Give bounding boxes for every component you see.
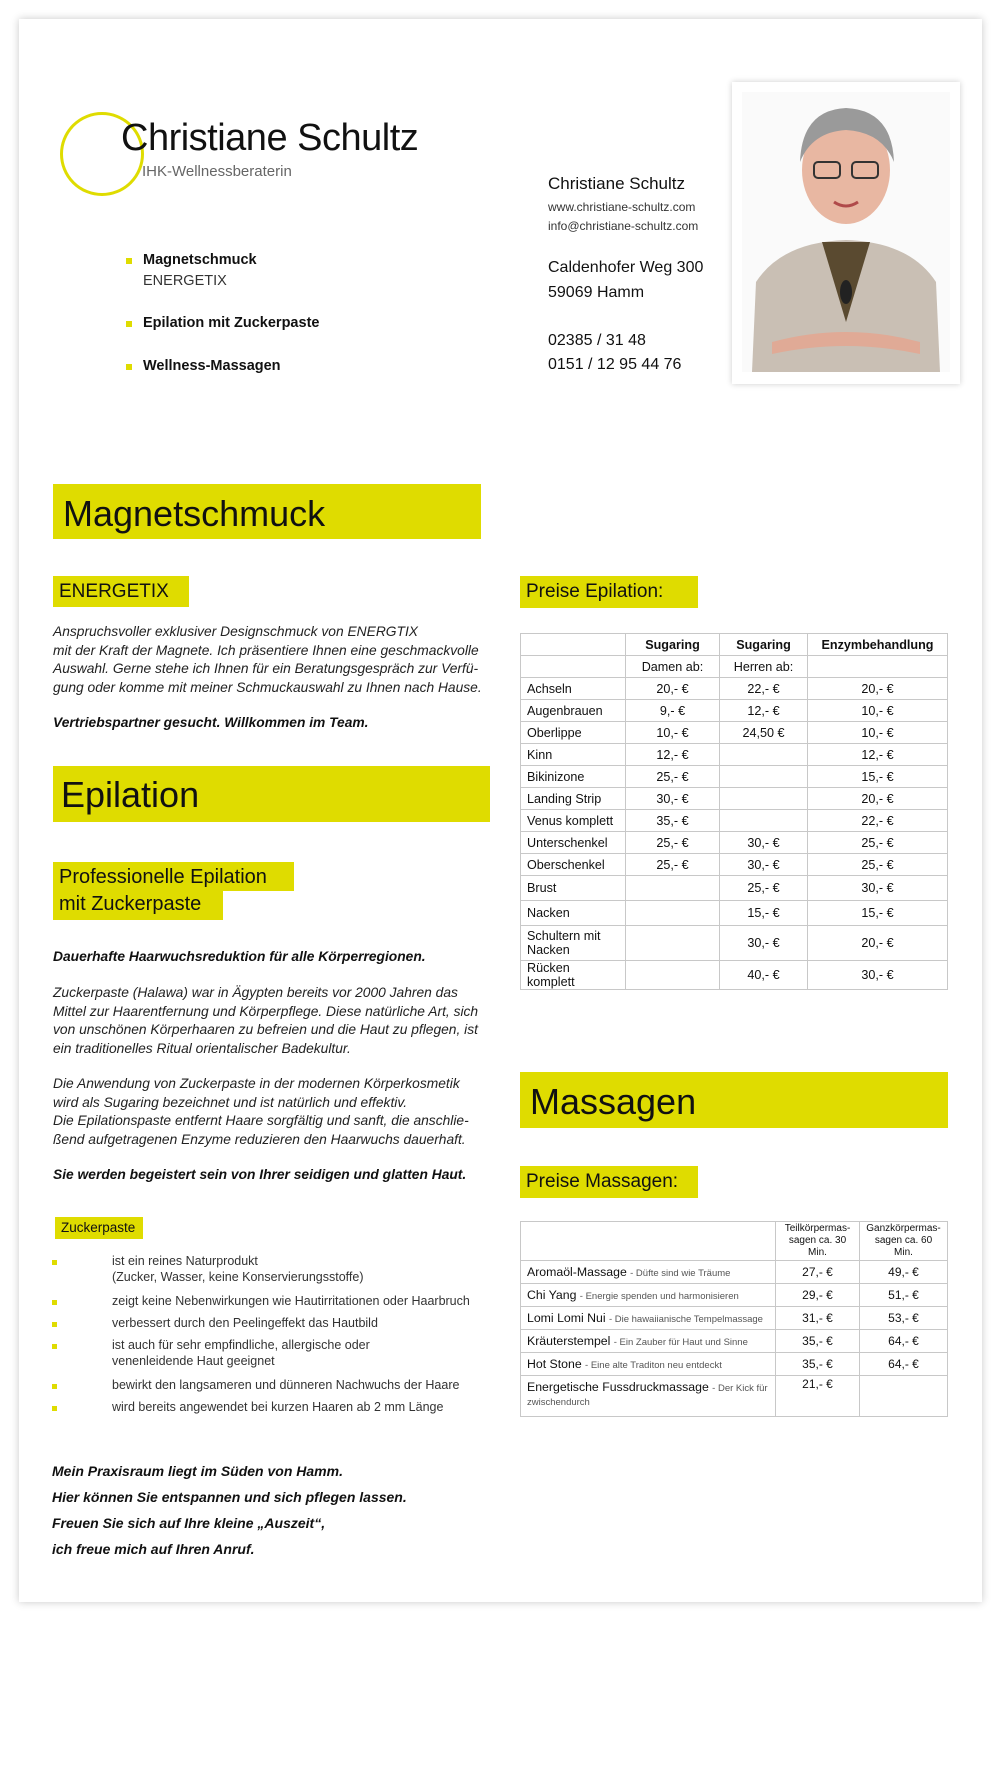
price-cell: 27,- € [776, 1261, 860, 1284]
massage-name: Hot Stone [527, 1357, 582, 1371]
table-cell [521, 1222, 776, 1261]
table-cell: Herren ab: [720, 656, 808, 678]
contact-website[interactable]: www.christiane-schultz.com [548, 200, 696, 214]
text-line: Die Epilationspaste entfernt Haare sorgfältig und sanft, die anschlie- [53, 1113, 469, 1128]
price-cell: 53,- € [860, 1307, 948, 1330]
table-cell [521, 1353, 776, 1376]
text-line: Zuckerpaste (Halawa) war in Ägypten bereits vor 2000 Jahren das [53, 985, 458, 1000]
table-cell [521, 1330, 776, 1353]
table-cell: 12,- € [720, 700, 808, 722]
bullet-text: verbessert durch den Peelingeffekt das Hautbild [112, 1316, 378, 1330]
table-cell: Venus komplett [521, 810, 626, 832]
table-row [521, 744, 948, 766]
service-title: Wellness-Massagen [143, 358, 281, 374]
table-cell: Oberlippe [521, 722, 626, 744]
table-cell: Augenbrauen [521, 700, 626, 722]
bullet-square-icon [126, 258, 132, 264]
table-cell: 9,- € [626, 700, 720, 722]
bullet-square-icon [126, 321, 132, 327]
table-cell [626, 961, 720, 990]
table-row [521, 722, 948, 744]
logo-name: Christiane Schultz [121, 117, 419, 159]
table-cell: 20,- € [808, 788, 948, 810]
table-cell [720, 810, 808, 832]
epilation-prices-label: Preise Epilation: [526, 581, 664, 602]
table-cell [521, 656, 626, 678]
table-cell: Bikinizone [521, 766, 626, 788]
header-line: Ganzkörpermas- [866, 1223, 941, 1234]
table-cell: 20,- € [626, 678, 720, 700]
table-cell [626, 876, 720, 901]
table-row [521, 1284, 948, 1307]
table-cell: 12,- € [808, 744, 948, 766]
table-cell [720, 744, 808, 766]
table-header-cell [776, 1222, 860, 1261]
contact-street: Caldenhofer Weg 300 [548, 259, 704, 276]
table-cell: Schultern mit Nacken [521, 926, 626, 961]
table-cell: 22,- € [720, 678, 808, 700]
table-cell: 40,- € [720, 961, 808, 990]
table-cell [626, 901, 720, 926]
logo-subtitle: IHK-Wellnessberaterin [142, 163, 292, 180]
table-cell [521, 1376, 776, 1417]
table-row [521, 678, 948, 700]
table-cell: Landing Strip [521, 788, 626, 810]
table-row [521, 656, 948, 678]
massage-name: Aromaöl-Massage [527, 1265, 627, 1279]
table-cell: 12,- € [626, 744, 720, 766]
magnet-description [53, 623, 493, 697]
bullet-text: venenleidende Haut geeignet [112, 1354, 275, 1368]
table-row [521, 700, 948, 722]
contact-name: Christiane Schultz [548, 174, 686, 193]
table-cell: 30,- € [808, 961, 948, 990]
text-line: Mittel zur Haarentfernung und Körperpflege. Diese natürliche Art, sich [53, 1003, 479, 1019]
price-cell: 64,- € [860, 1330, 948, 1353]
service-title: Magnetschmuck [143, 252, 257, 268]
table-cell: Nacken [521, 901, 626, 926]
table-row [521, 1353, 948, 1376]
table-cell: Damen ab: [626, 656, 720, 678]
massage-description: - Die hawaiianische Tempelmassage [608, 1314, 763, 1325]
contact-city: 59069 Hamm [548, 284, 645, 301]
massage-heading: Massagen [530, 1081, 697, 1122]
table-row [521, 766, 948, 788]
table-cell: Enzymbehandlung [808, 634, 948, 656]
bullet-square-icon [52, 1322, 57, 1327]
epilation-heading-bar [53, 766, 490, 822]
footer-text [52, 1458, 407, 1562]
price-cell: 35,- € [776, 1330, 860, 1353]
table-cell [626, 926, 720, 961]
table-cell [720, 766, 808, 788]
massage-price-table [520, 1221, 948, 1417]
magnet-heading-bar [53, 484, 481, 539]
table-cell [521, 1261, 776, 1284]
text-line: Freuen Sie sich auf Ihre kleine „Auszeit“, [52, 1515, 326, 1531]
bullet-text: zeigt keine Nebenwirkungen wie Hautirritationen oder Haarbruch [112, 1294, 470, 1308]
table-cell: 25,- € [626, 854, 720, 876]
text-line: Hier können Sie entspannen und sich pflegen lassen. [52, 1489, 407, 1505]
table-cell [521, 634, 626, 656]
text-line: von unschönen Körperhaaren zu befreien und die Haut zu pflegen, ist [53, 1022, 478, 1037]
table-cell: 25,- € [626, 832, 720, 854]
header-line: sagen ca. 30 Min. [788, 1235, 847, 1258]
epilation-closing: Sie werden begeistert sein von Ihrer seidigen und glatten Haut. [53, 1167, 467, 1182]
massage-name: Energetische Fussdruckmassage [527, 1380, 709, 1394]
bullet-text: wird bereits angewendet bei kurzen Haaren ab 2 mm Länge [112, 1400, 444, 1414]
epilation-lead: Dauerhafte Haarwuchsreduktion für alle Körperregionen. [53, 949, 426, 964]
table-row [521, 876, 948, 901]
header-line: Teilkörpermas- [784, 1223, 851, 1234]
portrait-photo [732, 82, 960, 384]
bullet-text: ist ein reines Naturprodukt [112, 1254, 258, 1268]
table-row [521, 832, 948, 854]
bullet-text: bewirkt den langsameren und dünneren Nachwuchs der Haare [112, 1378, 460, 1392]
bullet-square-icon [126, 364, 132, 370]
table-cell: 30,- € [808, 876, 948, 901]
bullet-square-icon [52, 1384, 57, 1389]
table-cell: 25,- € [808, 854, 948, 876]
table-cell: 20,- € [808, 678, 948, 700]
table-cell: 10,- € [808, 722, 948, 744]
energetix-label-bar [53, 576, 189, 607]
massage-description: - Eine alte Traditon neu entdeckt [585, 1360, 722, 1371]
text-line: wird als Sugaring bezeichnet und ist natürlich und effektiv. [53, 1094, 408, 1110]
price-cell: 21,- € [776, 1376, 860, 1417]
table-row [521, 901, 948, 926]
bullet-text: (Zucker, Wasser, keine Konservierungsstoffe) [112, 1270, 364, 1284]
table-row [521, 1330, 948, 1353]
table-cell: Sugaring [626, 634, 720, 656]
table-cell [521, 1307, 776, 1330]
table-cell: 15,- € [808, 766, 948, 788]
price-cell [860, 1376, 948, 1417]
portrait-icon [742, 92, 950, 372]
table-cell: Sugaring [720, 634, 808, 656]
bullet-text: ist auch für sehr empfindliche, allergische oder [112, 1338, 370, 1352]
service-title: Epilation mit Zuckerpaste [143, 315, 320, 331]
table-cell: 22,- € [808, 810, 948, 832]
zuckerpaste-label: Zuckerpaste [61, 1220, 136, 1235]
bullet-square-icon [52, 1260, 57, 1265]
table-cell [720, 788, 808, 810]
table-cell: Achseln [521, 678, 626, 700]
table-cell: 30,- € [720, 832, 808, 854]
bullet-square-icon [52, 1406, 57, 1411]
massage-description: - Ein Zauber für Haut und Sinne [613, 1337, 748, 1348]
text-line: ich freue mich auf Ihren Anruf. [52, 1541, 255, 1557]
text-line: ßend aufgetragenen Enzyme reduzieren den Haarwuchs dauerhaft. [53, 1131, 466, 1147]
price-cell: 29,- € [776, 1284, 860, 1307]
epilation-price-table [520, 633, 948, 990]
table-cell: 25,- € [808, 832, 948, 854]
table-row [521, 1307, 948, 1330]
table-cell: 24,50 € [720, 722, 808, 744]
table-cell: 25,- € [720, 876, 808, 901]
table-row [521, 926, 948, 961]
price-cell: 49,- € [860, 1261, 948, 1284]
epilation-paragraph-2 [53, 1075, 493, 1149]
table-row [521, 961, 948, 990]
header-line: sagen ca. 60 Min. [874, 1235, 933, 1258]
table-row [521, 1222, 948, 1261]
table-cell: Oberschenkel [521, 854, 626, 876]
table-cell: 15,- € [720, 901, 808, 926]
price-cell: 35,- € [776, 1353, 860, 1376]
epilation-prices-label-bar [520, 576, 698, 608]
table-cell [808, 656, 948, 678]
text-line: Mein Praxisraum liegt im Süden von Hamm. [52, 1463, 343, 1479]
table-cell: Unterschenkel [521, 832, 626, 854]
price-cell: 64,- € [860, 1353, 948, 1376]
table-cell: Kinn [521, 744, 626, 766]
table-cell: 35,- € [626, 810, 720, 832]
table-cell: Rücken komplett [521, 961, 626, 990]
table-cell [521, 1284, 776, 1307]
contact-email[interactable]: info@christiane-schultz.com [548, 219, 699, 233]
epilation-sub-bar [53, 891, 223, 920]
contact-phone: 02385 / 31 48 [548, 332, 646, 349]
table-cell: 30,- € [626, 788, 720, 810]
epilation-paragraph-1 [53, 984, 493, 1058]
table-row [521, 1261, 948, 1284]
table-cell: 15,- € [808, 901, 948, 926]
contact-mobile: 0151 / 12 95 44 76 [548, 356, 682, 373]
epilation-sub-bar [53, 862, 294, 891]
text-line: Anspruchsvoller exklusiver Designschmuck von ENERGTIX [53, 624, 418, 639]
zuckerpaste-label-bar [55, 1217, 143, 1239]
price-cell: 51,- € [860, 1284, 948, 1307]
massage-prices-label: Preise Massagen: [526, 1171, 679, 1192]
text-line: ein traditionelles Ritual orientalischer Badekultur. [53, 1040, 351, 1056]
bullet-square-icon [52, 1300, 57, 1305]
table-row [521, 788, 948, 810]
massage-name: Kräuterstempel [527, 1334, 611, 1348]
table-row [521, 810, 948, 832]
massage-description: - Der Kick für zwischendurch [527, 1383, 768, 1408]
text-line: mit der Kraft der Magnete. Ich präsentiere Ihnen eine geschmackvolle [53, 642, 479, 658]
massage-name: Lomi Lomi Nui [527, 1311, 606, 1325]
massage-name: Chi Yang [527, 1288, 577, 1302]
table-row [521, 1376, 948, 1417]
table-cell: 10,- € [626, 722, 720, 744]
massage-prices-label-bar [520, 1166, 698, 1198]
table-cell: 30,- € [720, 926, 808, 961]
table-cell: Brust [521, 876, 626, 901]
massage-description: - Energie spenden und harmonisieren [579, 1291, 739, 1302]
table-cell: 20,- € [808, 926, 948, 961]
epilation-sub-1: Professionelle Epilation [59, 866, 267, 888]
table-header-cell [860, 1222, 948, 1261]
epilation-heading: Epilation [61, 774, 200, 815]
text-line: gung oder komme mit meiner Schmuckauswahl zu Ihnen nach Hause. [53, 679, 482, 695]
massage-description: - Düfte sind wie Träume [630, 1268, 731, 1279]
price-cell: 31,- € [776, 1307, 860, 1330]
table-row [521, 854, 948, 876]
table-cell: 10,- € [808, 700, 948, 722]
text-line: Die Anwendung von Zuckerpaste in der modernen Körperkosmetik [53, 1076, 460, 1091]
table-cell: 25,- € [626, 766, 720, 788]
magnet-bold-note: Vertriebspartner gesucht. Willkommen im Team. [53, 715, 369, 730]
service-subtitle: ENERGETIX [143, 273, 227, 289]
table-cell: 30,- € [720, 854, 808, 876]
massage-heading-bar [520, 1072, 948, 1128]
magnet-heading: Magnetschmuck [63, 493, 326, 534]
text-line: Auswahl. Gerne stehe ich Ihnen für ein Beratungsgespräch zur Verfü- [53, 661, 479, 676]
table-row [521, 634, 948, 656]
bullet-square-icon [52, 1344, 57, 1349]
energetix-label: ENERGETIX [59, 581, 169, 602]
epilation-sub-2: mit Zuckerpaste [59, 893, 202, 915]
